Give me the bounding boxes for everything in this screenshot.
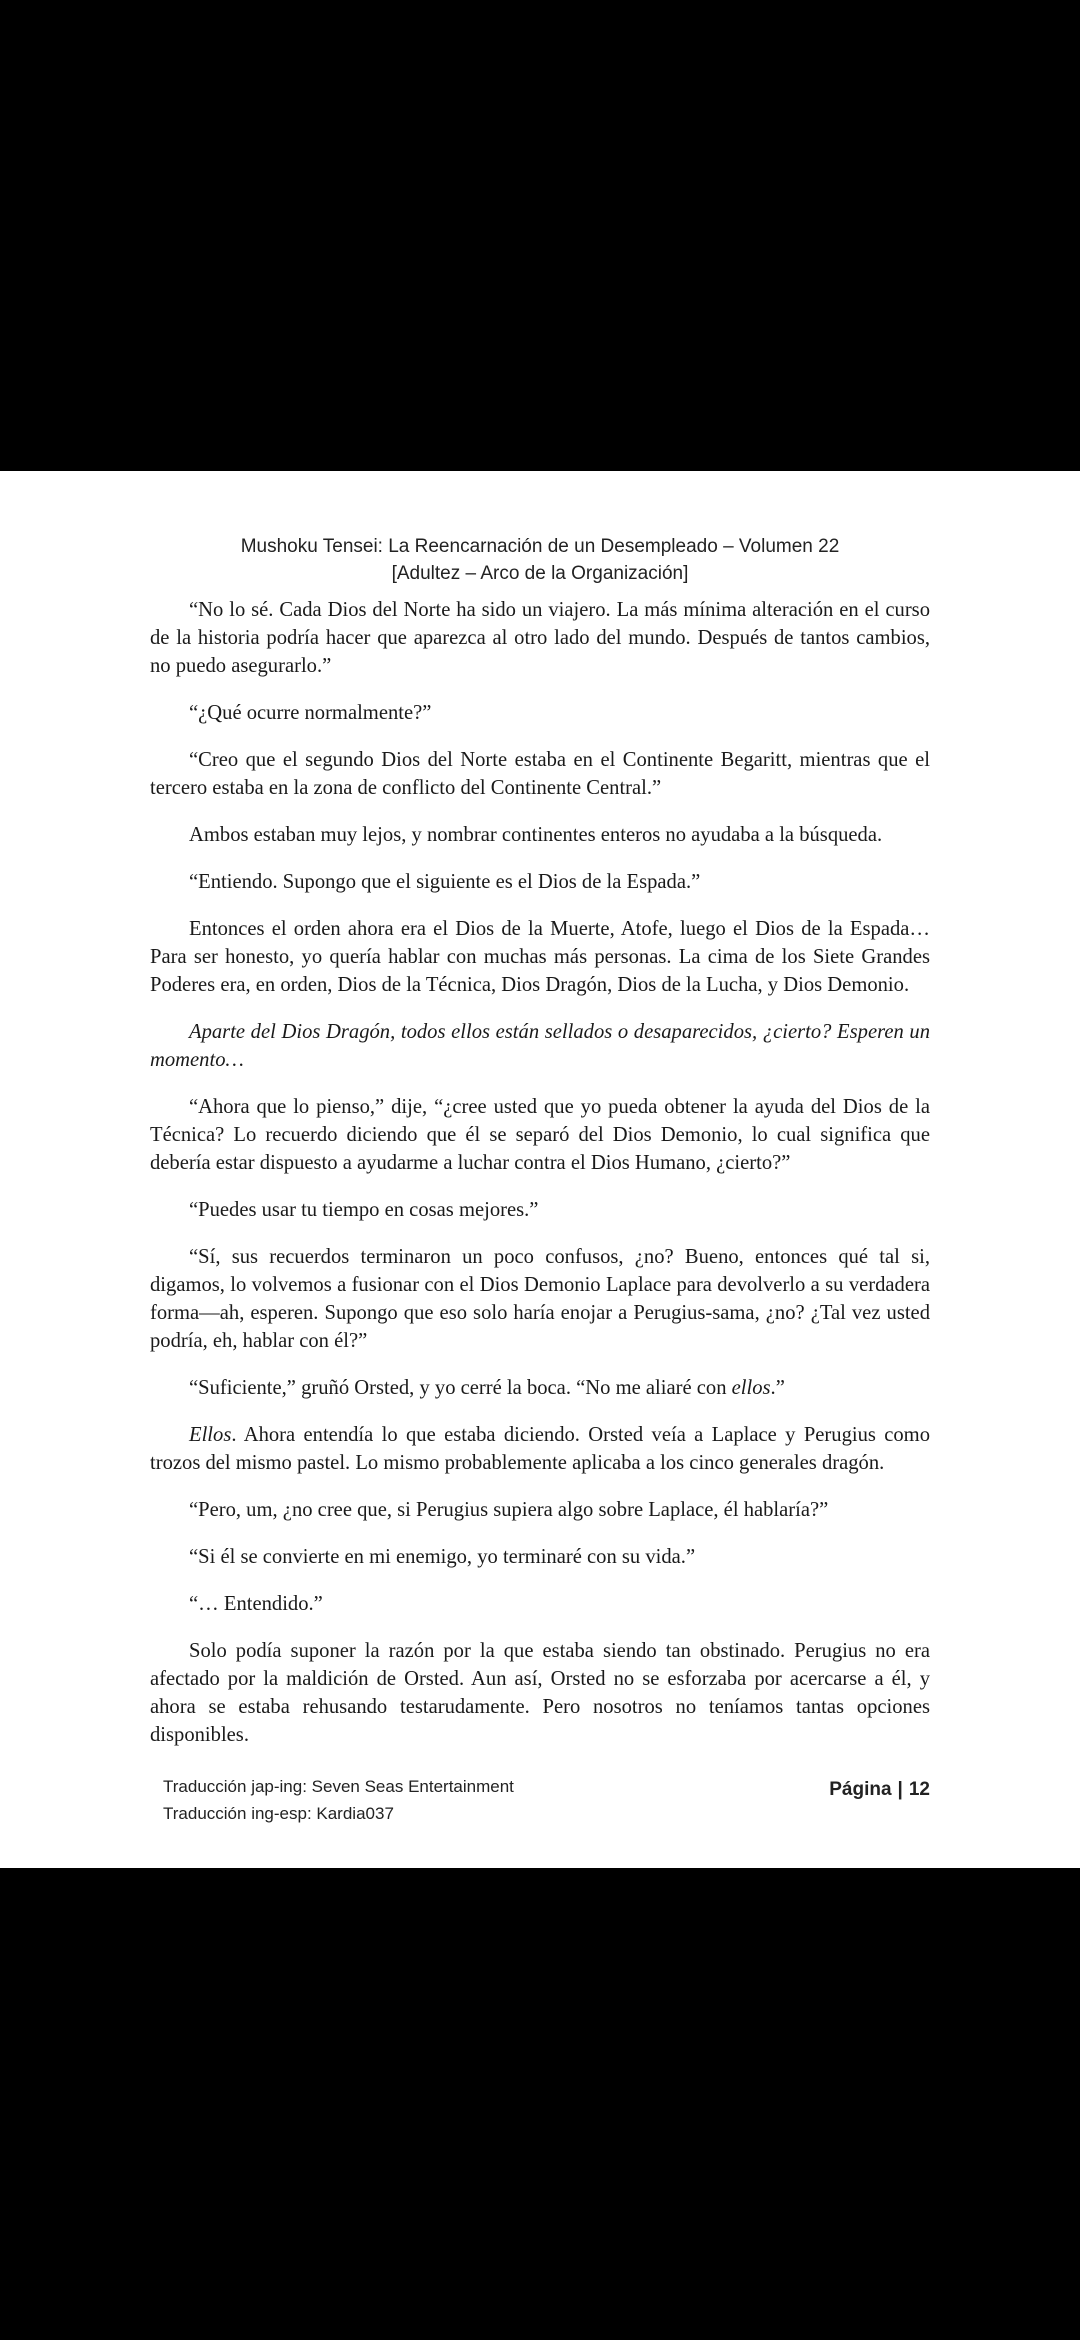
paragraph <box>150 1374 930 1402</box>
paragraph: “… Entendido.” <box>189 1593 323 1615</box>
emphasis-text: Ellos <box>189 1424 232 1446</box>
paragraph-thought: Aparte del Dios Dragón, todos ellos están sellados o desaparecidos, ¿cierto? Esperen un momento… <box>150 1021 930 1071</box>
translation-credits <box>163 1773 514 1827</box>
paragraph: “Creo que el segundo Dios del Norte estaba en el Continente Begaritt, mientras que el tercero estaba en la zona de conflicto del Continente Central.” <box>150 749 930 799</box>
paragraph <box>150 1421 930 1477</box>
document-page <box>0 471 1080 1868</box>
paragraph: Ambos estaban muy lejos, y nombrar continentes enteros no ayudaba a la búsqueda. <box>189 824 883 846</box>
running-header <box>0 533 1080 587</box>
paragraph-text: . Ahora entendía lo que estaba diciendo. Orsted veía a Laplace y Perugius como trozos del mismo pastel. Lo mismo probablemente aplicaba a los cinco generales dragón. <box>150 1424 930 1474</box>
page-label: Página <box>829 1779 892 1800</box>
paragraph: “Ahora que lo pienso,” dije, “¿cree usted que yo pueda obtener la ayuda del Dios de la Técnica? Lo recuerdo diciendo que él se separó del Dios Demonio, lo cual significa que debería estar dispuesto a ayudarme a luchar contra el Dios Humano, ¿cierto?” <box>150 1096 930 1174</box>
header-title: Mushoku Tensei: La Reencarnación de un Desempleado – Volumen 22 <box>240 536 840 557</box>
paragraph: “Entiendo. Supongo que el siguiente es el Dios de la Espada.” <box>189 871 701 893</box>
paragraph: Entonces el orden ahora era el Dios de la Muerte, Atofe, luego el Dios de la Espada… Para ser honesto, yo quería hablar con muchas más personas. La cima de los Siete Grandes Poderes era, en orden, Dios de la Técnica, Dios Dragón, Dios de la Lucha, y Dios Demonio. <box>150 918 930 996</box>
paragraph: “Pero, um, ¿no cree que, si Perugius supiera algo sobre Laplace, él hablaría?” <box>189 1499 829 1521</box>
paragraph: Solo podía suponer la razón por la que estaba siendo tan obstinado. Perugius no era afectado por la maldición de Orsted. Aun así, Orsted no se esforzaba por acercarse a él, y ahora se estaba rehusando testarudamente. Pero nosotros no teníamos tantas opciones disponibles. <box>150 1640 930 1746</box>
credit-line: Traducción jap-ing: Seven Seas Entertainment <box>163 1777 514 1796</box>
credit-line: Traducción ing-esp: Kardia037 <box>163 1804 394 1823</box>
page-number <box>829 1779 930 1801</box>
header-subtitle: [Adultez – Arco de la Organización] <box>391 563 689 584</box>
paragraph-text: “Suficiente,” gruñó Orsted, y yo cerré la boca. “No me aliaré con <box>189 1377 732 1399</box>
page-body <box>150 596 930 1749</box>
page-number-value: 12 <box>908 1779 930 1800</box>
paragraph: “Puedes usar tu tiempo en cosas mejores.” <box>189 1199 539 1221</box>
paragraph: “No lo sé. Cada Dios del Norte ha sido un viajero. La más mínima alteración en el curso de la historia podría hacer que aparezca al otro lado del mundo. Después de tantos cambios, no puedo asegurarlo.” <box>150 599 930 677</box>
paragraph-text: .” <box>770 1377 785 1399</box>
paragraph: “Si él se convierte en mi enemigo, yo terminaré con su vida.” <box>189 1546 696 1568</box>
paragraph: “Sí, sus recuerdos terminaron un poco confusos, ¿no? Bueno, entonces qué tal si, digamos, lo volvemos a fusionar con el Dios Demonio Laplace para devolverlo a su verdadera forma—ah, esperen. Supongo que eso solo haría enojar a Perugius-sama, ¿no? ¿Tal vez usted podría, eh, hablar con él?” <box>150 1246 930 1352</box>
emphasis-text: ellos <box>731 1377 771 1399</box>
page-separator: | <box>897 1779 903 1800</box>
paragraph: “¿Qué ocurre normalmente?” <box>189 702 432 724</box>
